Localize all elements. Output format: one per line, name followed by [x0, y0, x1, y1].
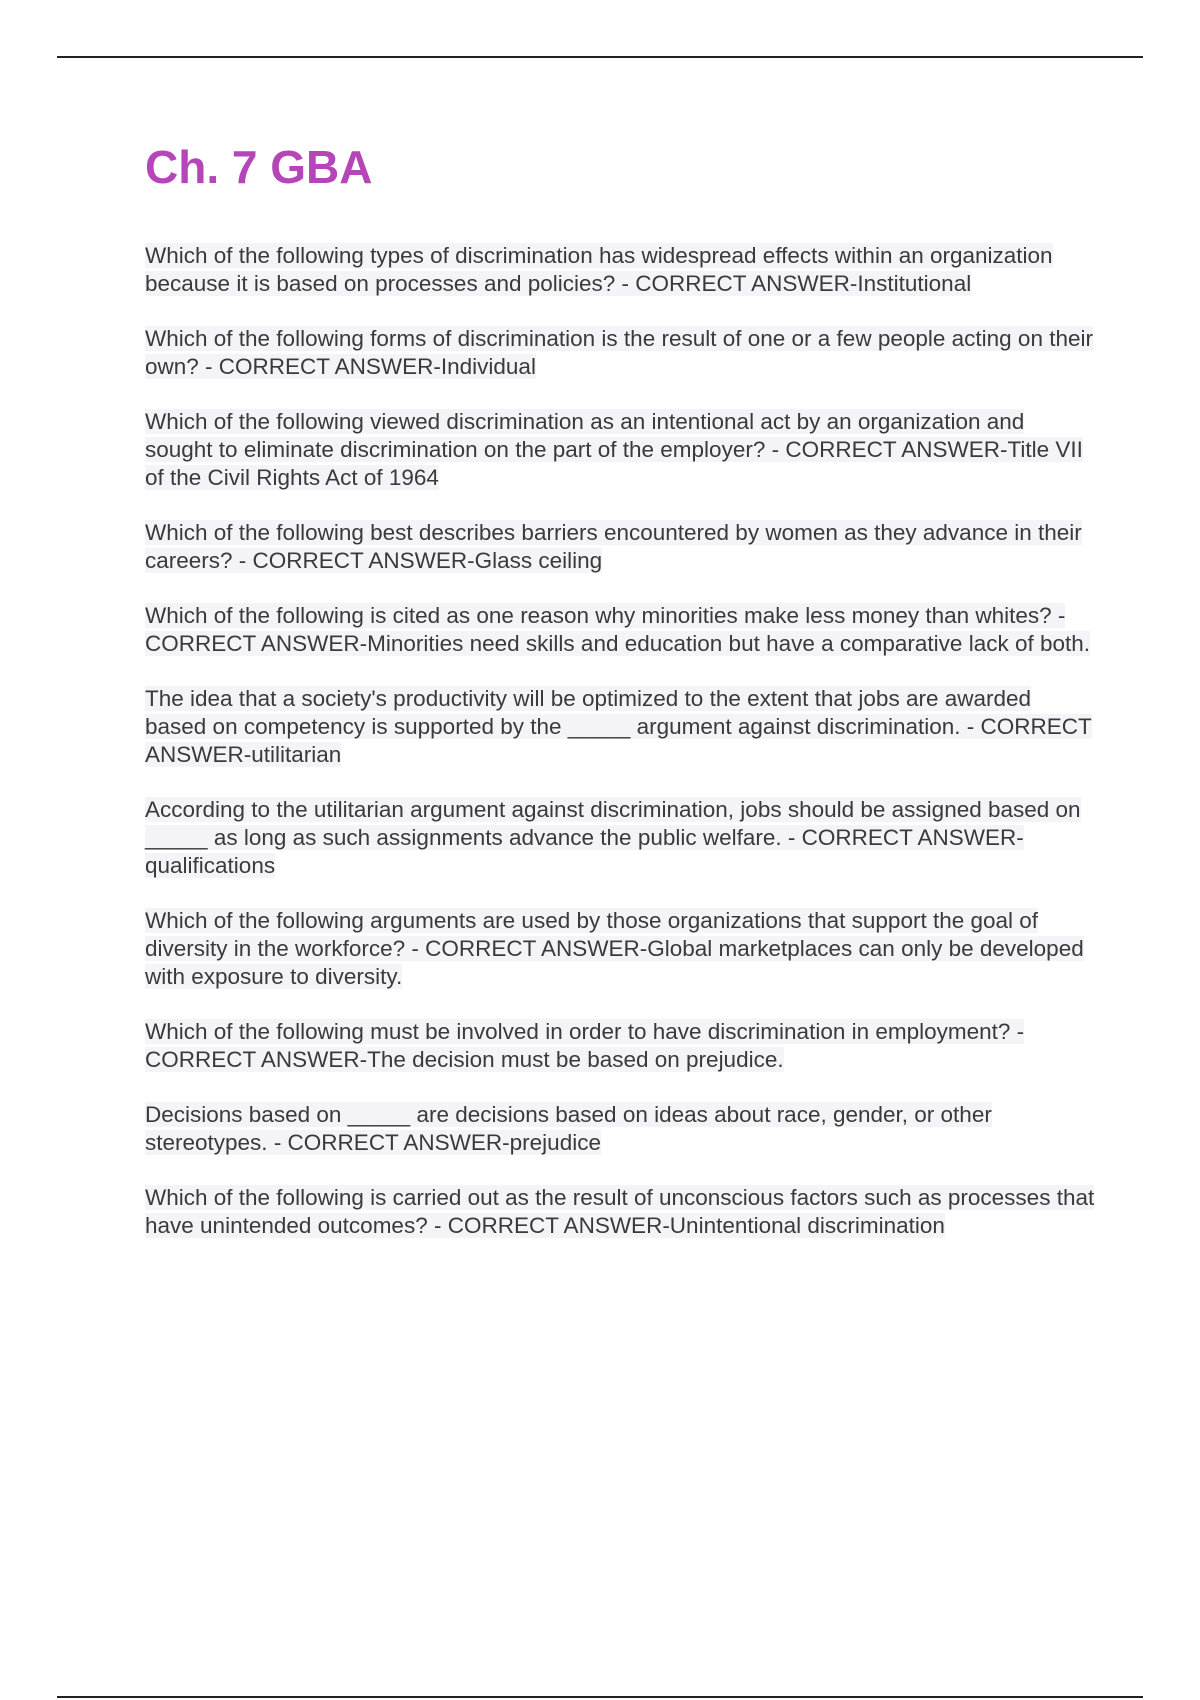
qa-text: Which of the following best describes barriers encountered by women as they advance in their careers? - CORRECT ANSWER-Glass ceiling [145, 520, 1082, 573]
qa-item [145, 242, 1095, 298]
qa-text: Which of the following viewed discrimination as an intentional act by an organization and sought to eliminate discrimination on the part of the employer? - CORRECT ANSWER-Title VII of the Civil Rights Act of 1964 [145, 409, 1083, 490]
qa-item [145, 1101, 1095, 1157]
qa-text: Which of the following must be involved in order to have discrimination in employment? - CORRECT ANSWER-The decision must be based on prejudice. [145, 1019, 1025, 1072]
qa-item [145, 907, 1095, 991]
qa-text: Which of the following arguments are used by those organizations that support the goal of diversity in the workforce? - CORRECT ANSWER-Global marketplaces can only be developed with exposure to diversity. [145, 908, 1084, 989]
qa-item [145, 325, 1095, 381]
qa-text: Which of the following is carried out as the result of unconscious factors such as processes that have unintended outcomes? - CORRECT ANSWER-Unintentional discrimination [145, 1185, 1095, 1238]
qa-item [145, 796, 1095, 880]
qa-text: According to the utilitarian argument against discrimination, jobs should be assigned based on _____ as long as such assignments advance the public welfare. - CORRECT ANSWER-qualifications [145, 797, 1081, 878]
qa-item [145, 1018, 1095, 1074]
qa-item [145, 519, 1095, 575]
top-rule [57, 56, 1143, 58]
qa-item [145, 685, 1095, 769]
qa-text: Which of the following forms of discrimination is the result of one or a few people acting on their own? - CORRECT ANSWER-Individual [145, 326, 1093, 379]
document-body [145, 140, 1095, 1267]
qa-text: Decisions based on _____ are decisions based on ideas about race, gender, or other stereotypes. - CORRECT ANSWER-prejudice [145, 1102, 992, 1155]
qa-list [145, 242, 1095, 1240]
page-title: Ch. 7 GBA [145, 141, 373, 193]
qa-text: The idea that a society's productivity will be optimized to the extent that jobs are awarded based on competency is supported by the _____ argument against discrimination. - CORRECT ANSWER-utilitarian [145, 686, 1092, 767]
bottom-rule [57, 1696, 1143, 1698]
qa-item [145, 1184, 1095, 1240]
qa-item [145, 408, 1095, 492]
qa-text: Which of the following types of discrimination has widespread effects within an organization because it is based on processes and policies? - CORRECT ANSWER-Institutional [145, 243, 1053, 296]
qa-item [145, 602, 1095, 658]
qa-text: Which of the following is cited as one reason why minorities make less money than whites? - CORRECT ANSWER-Minorities need skills and education but have a comparative lack of both. [145, 603, 1091, 656]
